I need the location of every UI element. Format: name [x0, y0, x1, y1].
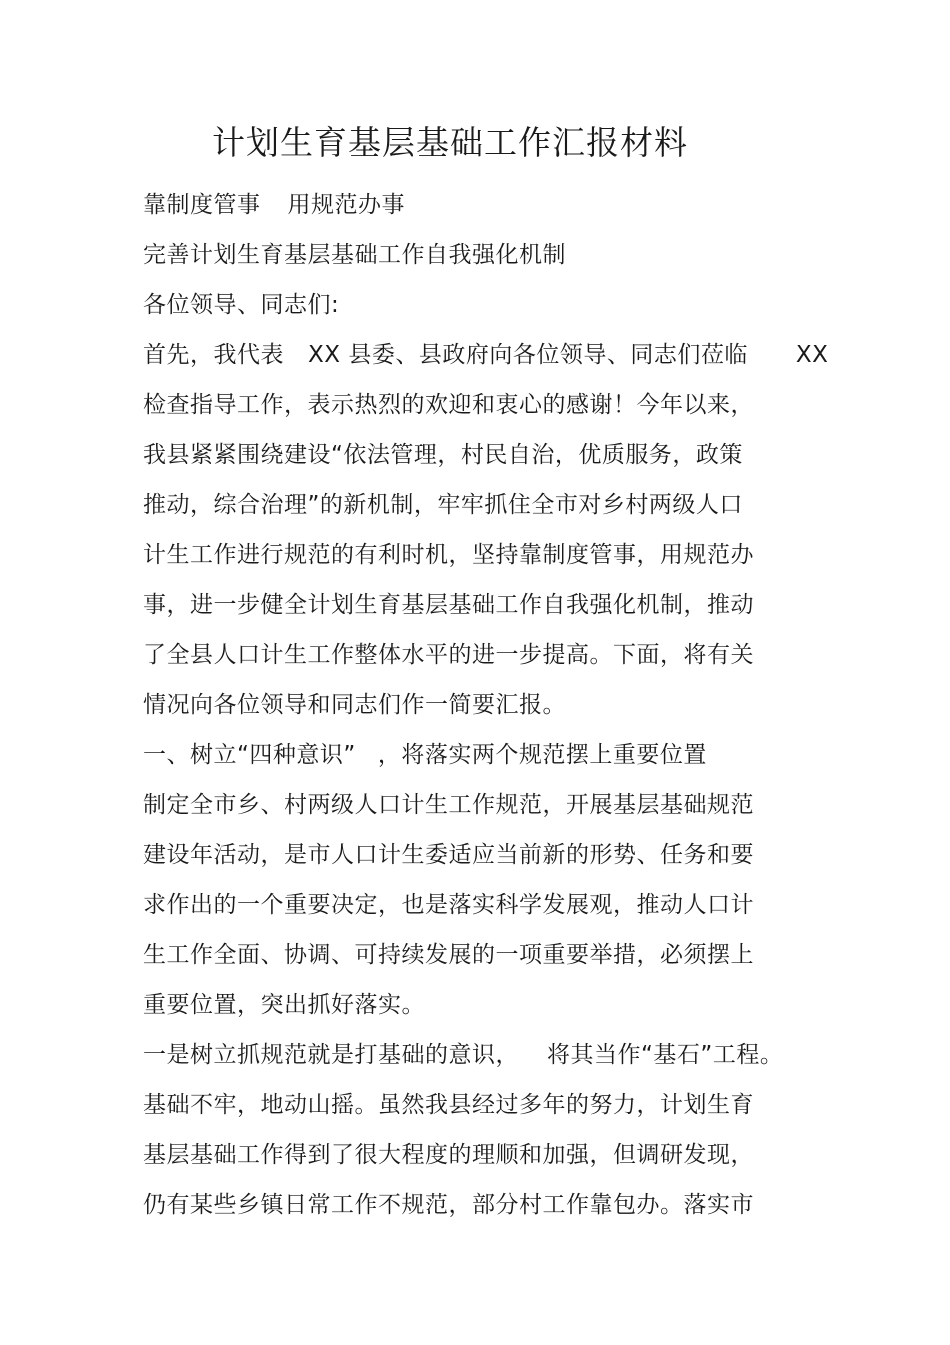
paragraph-2-line: 制定全市乡、村两级人口计生工作规范，开展基层基础规范 — [143, 792, 754, 818]
paragraph-1-line: 情况向各位领导和同志们作一简要汇报。 — [143, 692, 566, 718]
salutation: 各位领导、同志们: — [143, 292, 340, 318]
section-1-heading-a: 一、树立“四种意识” — [143, 742, 356, 768]
paragraph-3-segment-b: 将其当作“基石”工程。 — [547, 1042, 784, 1068]
subtitle-line — [143, 190, 405, 220]
paragraph-1-segment-c: XX — [795, 342, 829, 368]
paragraph-1-line: 了全县人口计生工作整体水平的进一步提高。下面，将有关 — [143, 642, 754, 668]
paragraph-2-line: 建设年活动，是市人口计生委适应当前新的形势、任务和要 — [143, 842, 754, 868]
paragraph-1-line: 检查指导工作，表示热烈的欢迎和衷心的感谢！今年以来， — [143, 392, 754, 418]
paragraph-3-first-line — [143, 1040, 783, 1070]
paragraph-3-line: 基层基础工作得到了很大程度的理顺和加强，但调研发现， — [143, 1142, 754, 1168]
paragraph-1-line: 我县紧紧围绕建设“依法管理，村民自治，优质服务，政策 — [143, 442, 743, 468]
subtitle-part-1: 靠制度管事 — [143, 192, 261, 218]
document-title: 计划生育基层基础工作汇报材料 — [212, 123, 688, 162]
paragraph-2-line: 求作出的一个重要决定，也是落实科学发展观，推动人口计 — [143, 892, 754, 918]
paragraph-1-first-line — [143, 340, 828, 370]
paragraph-3-line: 仍有某些乡镇日常工作不规范，部分村工作靠包办。落实市 — [143, 1192, 754, 1218]
subtitle-2: 完善计划生育基层基础工作自我强化机制 — [143, 242, 566, 268]
paragraph-1-segment-b: XX 县委、县政府向各位领导、同志们莅临 — [308, 342, 748, 368]
paragraph-3-segment-a: 一是树立抓规范就是打基础的意识， — [143, 1042, 519, 1068]
paragraph-1-line: 计生工作进行规范的有利时机，坚持靠制度管事，用规范办 — [143, 542, 754, 568]
subtitle-part-2: 用规范办事 — [287, 192, 405, 218]
paragraph-2-line: 重要位置，突出抓好落实。 — [143, 992, 425, 1018]
paragraph-3-line: 基础不牢，地动山摇。虽然我县经过多年的努力，计划生育 — [143, 1092, 754, 1118]
paragraph-1-line: 推动，综合治理”的新机制，牢牢抓住全市对乡村两级人口 — [143, 492, 743, 518]
paragraph-1-segment-a: 首先，我代表 — [143, 342, 284, 368]
paragraph-1-line: 事，进一步健全计划生育基层基础工作自我强化机制，推动 — [143, 592, 754, 618]
section-1-heading-b: ，将落实两个规范摆上重要位置 — [377, 742, 707, 768]
section-1-heading — [143, 740, 707, 770]
paragraph-2-line: 生工作全面、协调、可持续发展的一项重要举措，必须摆上 — [143, 942, 754, 968]
